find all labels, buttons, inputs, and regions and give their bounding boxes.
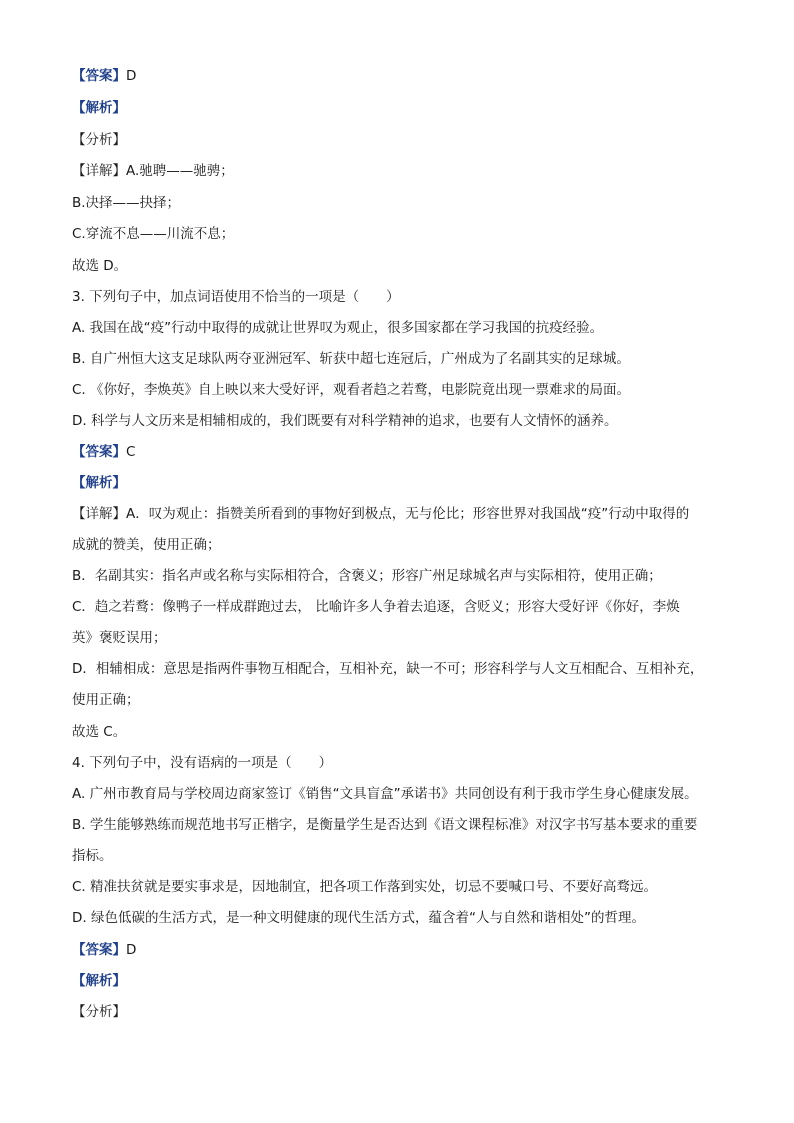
detail-line <box>72 161 722 181</box>
question-3-option-c: C. 《你好，李焕英》自上映以来大受好评，观看者趋之若鹜，电影院竟出现一票难求的局面。 <box>72 382 631 398</box>
question-3-detail-c-cont: 英》褒贬误用； <box>72 630 167 646</box>
question-3-detail-a-cont: 成就的赞美，使用正确； <box>72 537 221 553</box>
question-4-option-b: B. 学生能够熟练而规范地书写正楷字，是衡量学生是否达到《语文课程标准》对汉字书写基本要求的重要 <box>72 817 698 833</box>
breakdown-label: 【分析】 <box>72 1004 126 1020</box>
question-3-detail-d-cont: 使用正确； <box>72 692 140 708</box>
question-4-stem: 4. 下列句子中，没有语病的一项是（ ） <box>72 755 333 771</box>
question-4-option-b-cont: 指标。 <box>72 848 113 864</box>
question-4-option-a: A. 广州市教育局与学校周边商家签订《销售“文具盲盒”承诺书》共同创设有利于我市学生身心健康发展。 <box>72 786 698 802</box>
answer-value: C <box>126 444 136 460</box>
analysis-label: 【解析】 <box>72 100 126 116</box>
question-3-detail-d: D．相辅相成：意思是指两件事物互相配合，互相补充，缺一不可；形容科学与人文互相配合、互相补充， <box>72 661 704 677</box>
breakdown-label: 【分析】 <box>72 132 126 148</box>
question-3-option-d: D. 科学与人文历来是相辅相成的，我们既要有对科学精神的追求，也要有人文情怀的涵养。 <box>72 413 618 429</box>
analysis-line <box>72 98 722 118</box>
answer-value: D <box>126 68 137 84</box>
detail-label: 【详解】 <box>72 506 126 522</box>
breakdown-line <box>72 130 722 150</box>
question-3-conclusion: 故选 C。 <box>72 724 127 740</box>
question-3-option-a: A. 我国在战“疫”行动中取得的成就让世界叹为观止，很多国家都在学习我国的抗疫经验。 <box>72 320 604 336</box>
answer-line <box>72 66 722 86</box>
question-4-analysis-line <box>72 971 722 991</box>
question-3-answer-line <box>72 442 722 462</box>
answer-label: 【答案】 <box>72 444 126 460</box>
detail-text: A.驰聘——驰骋； <box>126 163 234 179</box>
question-3-option-b: B. 自广州恒大这支足球队两夺亚洲冠军、斩获中超七连冠后，广州成为了名副其实的足球城。 <box>72 351 630 367</box>
answer-label: 【答案】 <box>72 942 126 958</box>
conclusion-line: 故选 D。 <box>72 258 128 274</box>
question-4-option-c: C. 精准扶贫就是要实事求是，因地制宜，把各项工作落到实处，切忌不要喊口号、不要好高骛远。 <box>72 879 658 895</box>
detail-label: 【详解】 <box>72 163 126 179</box>
question-4-option-d: D. 绿色低碳的生活方式，是一种文明健康的现代生活方式，蕴含着“人与自然和谐相处”的哲理。 <box>72 910 645 926</box>
question-3-detail-a-line <box>72 504 722 524</box>
question-3-detail-b: B．名副其实：指名声或名称与实际相符合，含褒义；形容广州足球城名声与实际相符，使用正确； <box>72 568 662 584</box>
question-3-stem: 3. 下列句子中，加点词语使用不恰当的一项是（ ） <box>72 289 400 305</box>
question-4-answer-line <box>72 940 722 960</box>
question-4-breakdown-line <box>72 1002 722 1022</box>
answer-label: 【答案】 <box>72 68 126 84</box>
detail-c-line: C.穿流不息——川流不息； <box>72 226 235 242</box>
answer-value: D <box>126 942 137 958</box>
analysis-label: 【解析】 <box>72 475 126 491</box>
question-3-detail-c: C．趋之若鹜：像鸭子一样成群跑过去， 比喻许多人争着去追逐，含贬义；形容大受好评《你好，李焕 <box>72 599 680 615</box>
detail-a-text: A．叹为观止：指赞美所看到的事物好到极点，无与伦比；形容世界对我国战“疫”行动中取得的 <box>126 506 690 522</box>
question-3-analysis-line <box>72 473 722 493</box>
analysis-label: 【解析】 <box>72 973 126 989</box>
detail-b-line: B.决择——抉择； <box>72 195 181 211</box>
